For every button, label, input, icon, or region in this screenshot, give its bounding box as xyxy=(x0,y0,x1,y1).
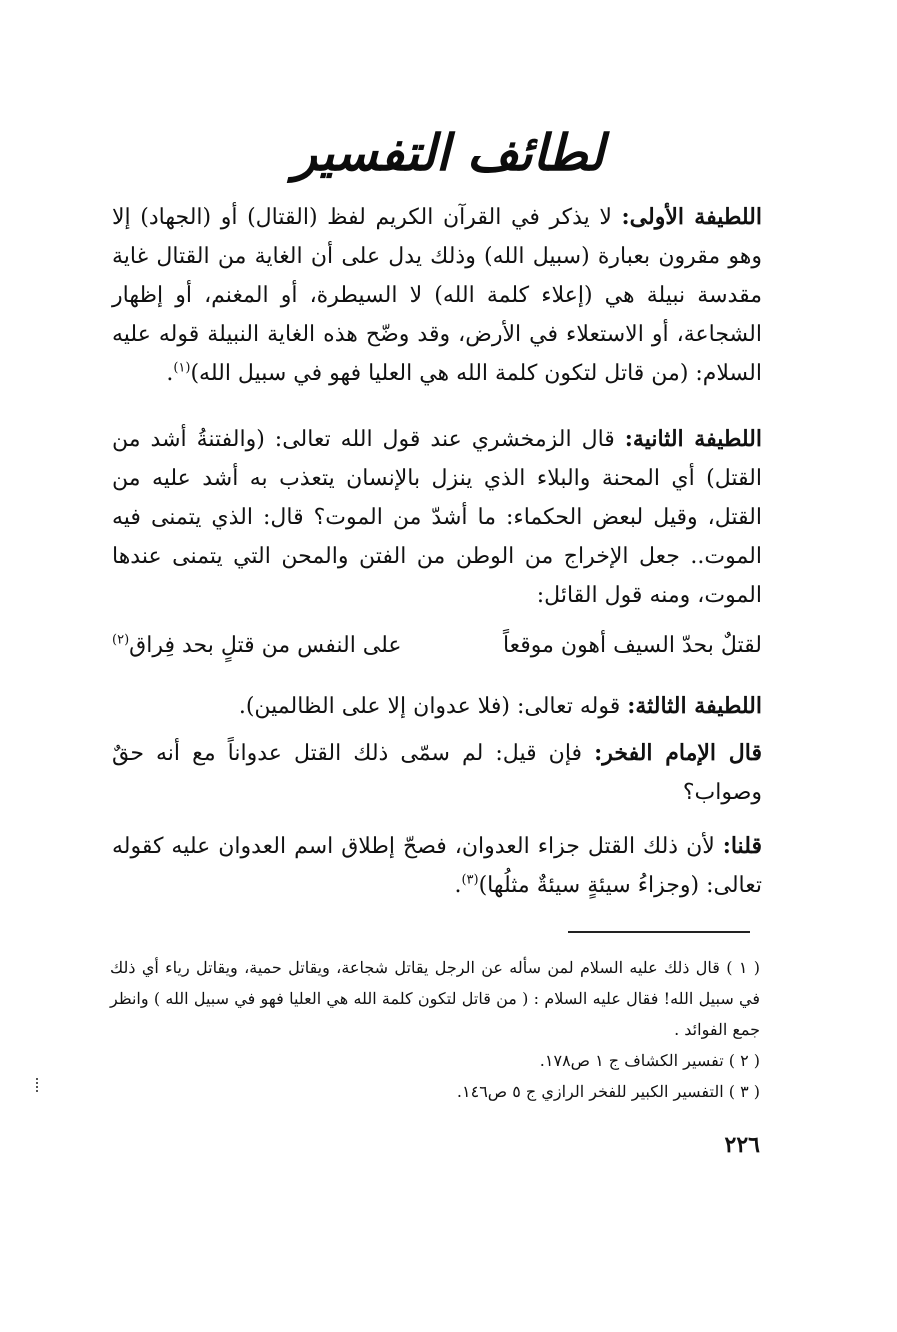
verse-first-hemistich: لقتلٌ بحدّ السيف أهون موقعاً xyxy=(502,633,762,658)
paragraph-lead: اللطيفة الأولى: xyxy=(621,204,762,230)
paragraph-text: لا يذكر في القرآن الكريم لفظ (القتال) أو (الجهاد) إلا وهو مقرون بعبارة (سبيل الله) وذلك يدل على أن الغاية من القتال غاية مقدسة نبيلة هي (إعلاء كلمة الله) لا السيطرة، أو المغنم، أو إظهار الشجاعة، أو الاستعلاء في الأرض، وقد وضّح هذه الغاية النبيلة قوله عليه السلام: (من قاتل لتكون كلمة الله هي العليا فهو في سبيل الله) xyxy=(112,205,762,386)
paragraph-third-subtlety xyxy=(112,687,762,726)
footnote-3: ( ٣ ) التفسير الكبير للفخر الرازي ج ٥ ص١٤٦. xyxy=(456,1082,760,1101)
paragraph-lead: اللطيفة الثالثة: xyxy=(627,693,762,719)
paragraph-lead: قال الإمام الفخر: xyxy=(594,740,762,766)
paragraph-lead: اللطيفة الثانية: xyxy=(624,426,762,452)
footnotes-section xyxy=(110,952,760,1107)
page-title: لطائف التفسير xyxy=(292,123,605,182)
footnote-ref[interactable]: (٢) xyxy=(112,632,130,648)
footnote-ref[interactable]: (٣) xyxy=(461,872,479,888)
verse-second-hemistich: على النفس من قتلٍ بحد فِراق xyxy=(129,633,402,658)
paragraph-imam-fakhr xyxy=(112,734,762,812)
paragraph-tail: . xyxy=(454,873,462,898)
footnote-ref[interactable]: (١) xyxy=(173,360,191,376)
margin-mark xyxy=(36,1078,42,1092)
paragraph-text: لأن ذلك القتل جزاء العدوان، فصحّ إطلاق اسم العدوان عليه كقوله تعالى: (وجزاءُ سيئةٍ سيئةٌ مثلُها) xyxy=(112,834,762,898)
verse-second-hemistich-wrap xyxy=(112,626,402,665)
footnote-divider xyxy=(568,931,750,933)
paragraph-second-subtlety xyxy=(112,420,762,615)
paragraph-text: فإن قيل: لم سمّى ذلك القتل عدواناً مع أنه حقٌ وصواب؟ xyxy=(112,741,762,805)
footnote-1: ( ١ ) قال ذلك عليه السلام لمن سأله عن الرجل يقاتل شجاعة، ويقاتل حمية، ويقاتل رياء أي ذلك في سبيل الله! فقال عليه السلام : ( من قاتل لتكون كلمة الله هي العليا فهو في سبيل الله ) وانظر جمع الفوائد . xyxy=(110,958,761,1039)
paragraph-text: قال الزمخشري عند قول الله تعالى: (والفتنةُ أشد من القتل) أي المحنة والبلاء الذي ينزل بالإنسان يتعذب به أشد عليه من القتل، وقيل لبعض الحكماء: ما أشدّ من الموت؟ قال: الذي يتمنى فيه الموت.. جعل الإخراج من الوطن من الفتن والمحن التي يتمنى عندها الموت، ومنه قول القائل: xyxy=(112,427,762,608)
page-number: ٢٢٦ xyxy=(724,1132,760,1158)
footnote-2: ( ٢ ) تفسير الكشاف ج ١ ص١٧٨. xyxy=(539,1051,760,1070)
paragraph-tail: . xyxy=(166,361,174,386)
paragraph-answer xyxy=(112,827,762,905)
poetry-verse xyxy=(112,626,762,665)
paragraph-lead: قلنا: xyxy=(722,833,762,859)
paragraph-first-subtlety xyxy=(112,198,762,393)
paragraph-text: قوله تعالى: (فلا عدوان إلا على الظالمين). xyxy=(238,694,628,719)
